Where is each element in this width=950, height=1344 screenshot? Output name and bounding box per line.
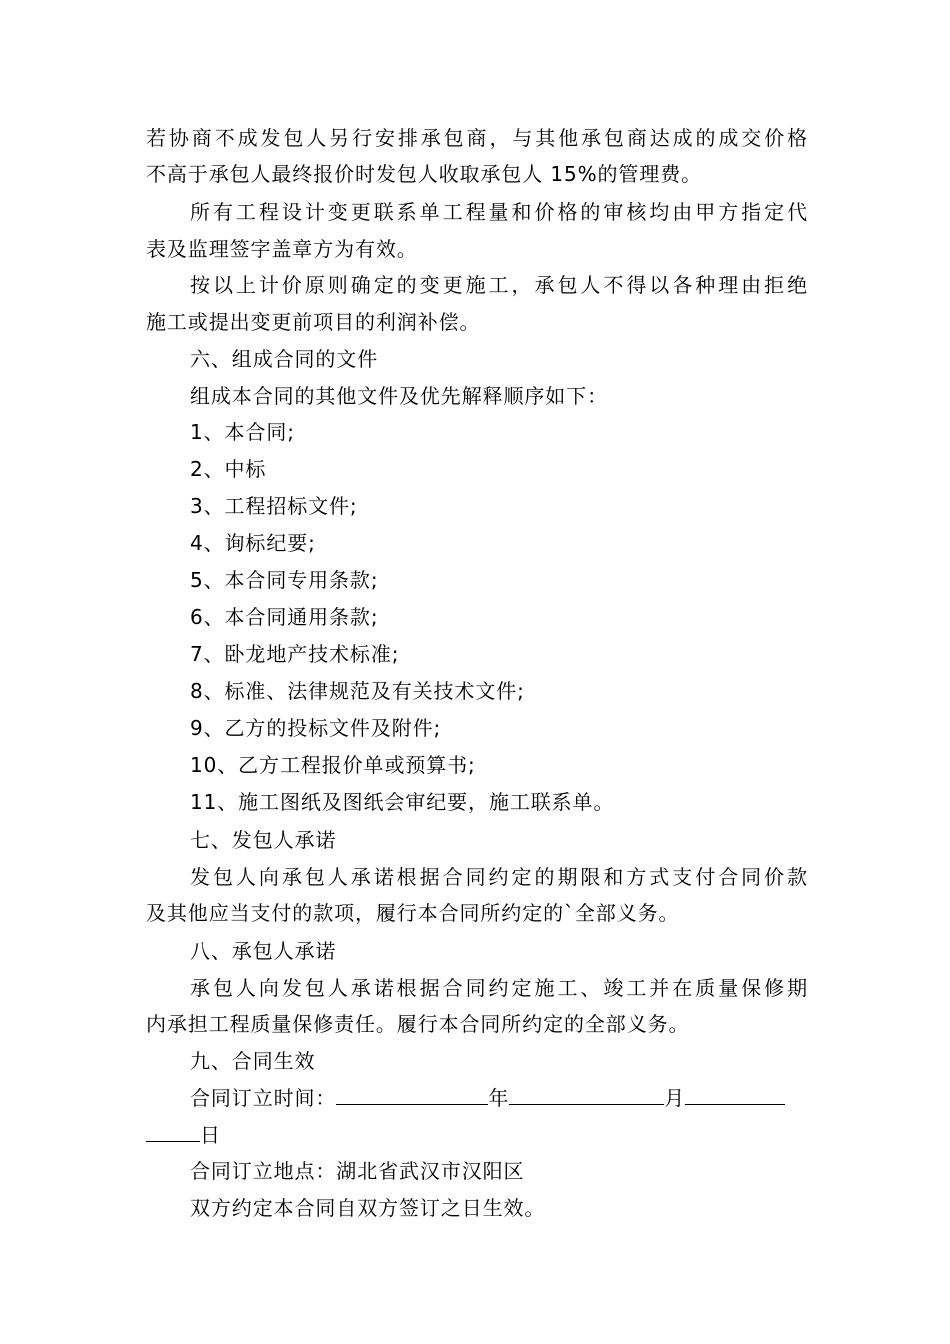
signing-time-continuation [146, 1122, 808, 1147]
list-item: 6、本合同通用条款; [190, 605, 379, 629]
section-heading: 六、组成合同的文件 [190, 347, 379, 371]
month-blank [509, 1085, 664, 1105]
paragraph-line: 及其他应当支付的款项，履行本合同所约定的`全部义务。 [146, 901, 680, 925]
section-heading: 七、发包人承诺 [190, 828, 337, 852]
paragraph-line: 所有工程设计变更联系单工程量和价格的审核均由甲方指定代 [190, 200, 808, 224]
list-item: 10、乙方工程报价单或预算书; [190, 753, 476, 777]
section-heading: 八、承包人承诺 [190, 939, 337, 963]
paragraph-line: 承包人向发包人承诺根据合同约定施工、竣工并在质量保修期 [190, 976, 808, 1000]
list-item: 5、本合同专用条款; [190, 568, 379, 592]
section-heading: 九、合同生效 [190, 1049, 316, 1073]
paragraph-line: 若协商不成发包人另行安排承包商，与其他承包商达成的成交价格 [146, 126, 808, 150]
list-item: 3、工程招标文件; [190, 494, 358, 518]
list-item: 1、本合同; [190, 420, 295, 444]
signing-place: 合同订立地点：湖北省武汉市汉阳区 [190, 1159, 525, 1183]
list-item: 7、卧龙地产技术标准; [190, 642, 400, 666]
paragraph-line: 发包人向承包人承诺根据合同约定的期限和方式支付合同价款 [190, 865, 808, 889]
paragraph-line: 不高于承包人最终报价时发包人收取承包人 15%的管理费。 [146, 162, 703, 186]
paragraph-line: 按以上计价原则确定的变更施工，承包人不得以各种理由拒绝 [190, 273, 808, 297]
signing-time-line [190, 1085, 808, 1110]
paragraph-line: 内承担工程质量保修责任。履行本合同所约定的全部义务。 [146, 1012, 690, 1036]
list-item: 2、中标 [190, 457, 267, 481]
signing-time-label: 合同订立时间： [190, 1086, 337, 1110]
list-item: 11、施工图纸及图纸会审纪要，施工联系单。 [190, 790, 615, 814]
day-label: 日 [200, 1123, 221, 1147]
day-blank-end [146, 1122, 200, 1142]
paragraph-line: 施工或提出变更前项目的利润补偿。 [146, 310, 481, 334]
year-blank [336, 1085, 488, 1105]
list-item: 4、询标纪要; [190, 531, 316, 555]
day-blank-start [685, 1085, 785, 1105]
paragraph-line: 表及监理签字盖章方为有效。 [146, 237, 418, 261]
effective-clause: 双方约定本合同自双方签订之日生效。 [190, 1196, 546, 1220]
paragraph-line: 组成本合同的其他文件及优先解释顺序如下： [190, 384, 608, 408]
month-label: 月 [664, 1086, 686, 1110]
year-label: 年 [488, 1086, 510, 1110]
list-item: 8、标准、法律规范及有关技术文件; [190, 679, 525, 703]
list-item: 9、乙方的投标文件及附件; [190, 716, 442, 740]
